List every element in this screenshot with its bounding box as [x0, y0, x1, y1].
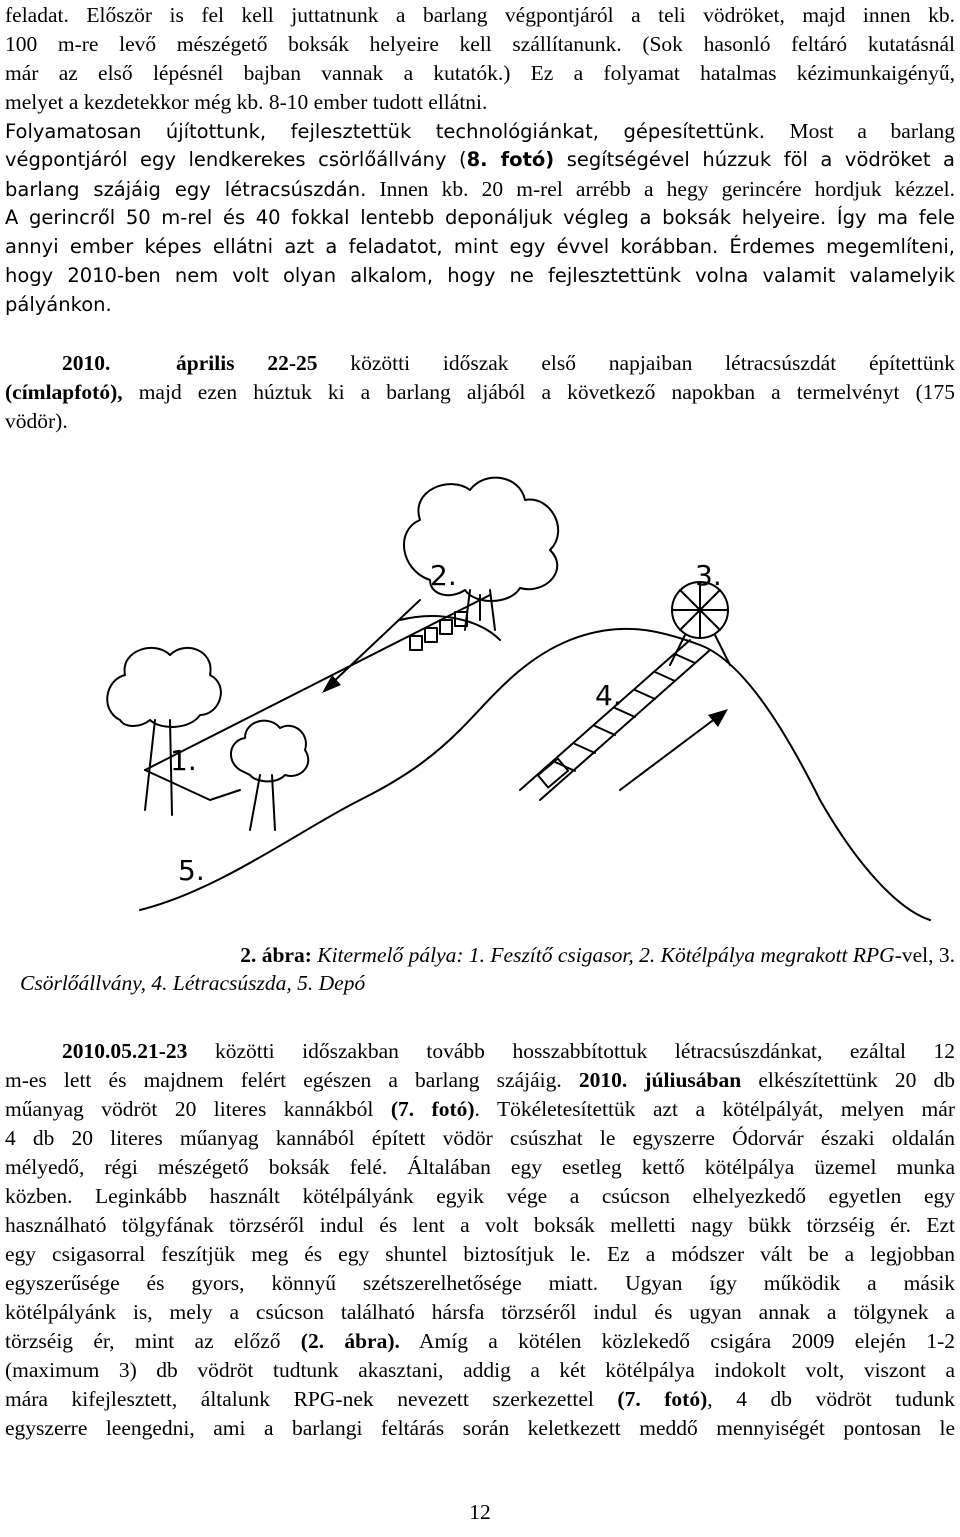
photo-ref: 8. fotó) [466, 148, 555, 171]
text-line: egy csigasorral feszítjük meg és egy shuntel biztosítjuk le. Ez a módszer vált be a legjobban [5, 1242, 955, 1266]
text-span: barlang szájáig egy létracsúszdán. [5, 178, 367, 201]
ropeway-cable [145, 595, 490, 770]
hillside [140, 629, 930, 920]
text-span: műanyag vödröt 20 literes kannákból [5, 1097, 391, 1121]
big-tree-trunk [465, 590, 495, 630]
text-line [5, 1326, 955, 1356]
bucket [425, 628, 437, 642]
text-span: mára kifejlesztett, általunk RPG-nek nevezett szerkezettel [5, 1387, 618, 1411]
chute-bucket [538, 759, 568, 788]
figure-caption-line2 [20, 969, 955, 997]
text-line: annyi ember képes ellátni azt a feladatot, mint egy évvel korábban. Érdemes megemlíteni, [5, 235, 955, 258]
text-line [5, 377, 955, 407]
text-line: mélyedő, régi mészégető boksák felé. Általában egy esetleg kettő kötélpálya üzemel munka [5, 1155, 955, 1179]
photo-ref: (7. fotó) [617, 1387, 708, 1411]
text-span: elkészítettünk 20 db [741, 1068, 956, 1092]
text-span: m-es lett és majdnem felért egészen a barlang szájáig. [5, 1068, 579, 1092]
ladder-chute [520, 640, 710, 800]
bucket [410, 636, 422, 650]
middle-tree-crown [231, 721, 308, 782]
text-line [62, 1036, 955, 1066]
ladder-rungs [555, 654, 695, 771]
text-line [5, 1094, 955, 1124]
label-3: 3. [695, 559, 722, 592]
text-span: . Tökéletesítettük azt a kötélpályát, melyen már [474, 1097, 955, 1121]
text-line [5, 1384, 955, 1414]
bucket [440, 620, 452, 634]
text-line: kötélpályánk is, mely a csúcson található hársfa törzséről indul és ugyan annak a tölgynek a [5, 1300, 955, 1324]
date-bold: április 22-25 [176, 351, 318, 375]
text-span: segítségével húzzuk föl a vödröket a [554, 148, 955, 171]
text-line [62, 348, 955, 378]
date-bold: 2010.05.21-23 [62, 1039, 188, 1063]
arrow-up-chute [620, 715, 720, 790]
text-line [5, 145, 955, 175]
text-line: 100 m-re levő mészégető boksák helyeire kell szállítanunk. (Sok hasonló feltáró kutatásnál [5, 32, 955, 56]
text-line [5, 1065, 955, 1095]
text-span: Amíg a kötélen közlekedő csigára 2009 elején 1-2 [399, 1329, 956, 1353]
arrow-down-ropeway [330, 600, 420, 685]
caption-text: -vel, 3. [894, 943, 955, 967]
text-line [5, 174, 955, 205]
date-bold: 2010. [62, 351, 111, 375]
photo-ref: (címlapfotó), [5, 380, 123, 404]
figure-caption [5, 941, 955, 969]
caption-italic: Csörlőállvány, 4. Létracsúszda, 5. Depó [20, 971, 366, 995]
text-line: vödör). [5, 409, 68, 433]
photo-ref: (7. fotó) [390, 1097, 475, 1121]
middle-tree-trunk [250, 775, 275, 830]
text-line: melyet a kezdetekkor még kb. 8-10 ember tudott ellátni. [5, 90, 488, 114]
text-line [5, 116, 955, 147]
text-span: közötti időszakban tovább hosszabbítottuk létracsúszdánkat, ezáltal 12 [187, 1039, 955, 1063]
text-line: már az első lépésnél bajban vannak a kutatók.) Ez a folyamat hatalmas kézimunkaigényű, [5, 61, 955, 85]
left-tree-crown [107, 648, 221, 727]
label-5: 5. [178, 854, 205, 887]
text-line: használható tölgyfának törzséről indul és lent a volt boksák melletti nagy bükk törzséig ér. Ezt [5, 1213, 955, 1237]
label-1: 1. [170, 744, 197, 777]
text-span: Most a barlang [789, 119, 956, 143]
text-span: törzséig ér, mint az előző [5, 1329, 301, 1353]
date-bold: 2010. júliusában [578, 1068, 742, 1092]
text-line: hogy 2010-ben nem volt olyan alkalom, hogy ne fejlesztettünk volna valamit valamelyik [5, 264, 955, 287]
page-number: 12 [469, 1500, 491, 1524]
text-line: 4 db 20 literes műanyag kannából épített vödör csúszhat le egyszerre Ódorvár északi oldalán [5, 1126, 955, 1150]
text-span: Folyamatosan újítottunk, fejlesztettük technológiánkat, gépesítettünk. [5, 120, 765, 143]
text-line: közben. Leginkább használt kötélpályánk egyik vége a csúcson elhelyezkedő egyetlen egy [5, 1184, 955, 1208]
text-line: egyszerre leengedni, ami a barlangi feltárás során keletkezett meddő mennyiségét pontosan le [5, 1416, 955, 1440]
big-tree-crown [404, 478, 558, 601]
label-2: 2. [430, 559, 457, 592]
label-4: 4. [595, 679, 622, 712]
caption-italic: Kitermelő pálya: 1. Feszítő csigasor, 2. Kötélpálya megrakott RPG [311, 943, 895, 967]
text-span: majd ezen húztuk ki a barlang aljából a következő napokban a termelvényt (175 [122, 380, 955, 404]
caption-label: 2. ábra: [240, 943, 312, 967]
text-line: (maximum 3) db vödröt tudtunk akasztani, addig a két kötélpálya indokolt volt, viszont a [5, 1358, 955, 1382]
text-span: közötti időszak első napjaiban létracsúszdát építettünk [317, 351, 955, 375]
figure-ref: (2. ábra). [300, 1329, 400, 1353]
text-span: végpontjáról egy lendkerekes csörlőállvány ( [5, 148, 467, 171]
text-span: , 4 db vödröt tudunk [707, 1387, 956, 1411]
extraction-track-diagram [100, 470, 940, 930]
text-line: egyszerűsége és gyors, könnyű szétszerelhetősége miatt. Ugyan így működik a másik [5, 1271, 955, 1295]
text-line: A gerincről 50 m-rel és 40 fokkal lentebb deponáljuk végleg a boksák helyeire. Így ma fele [5, 206, 955, 229]
text-span: Innen kb. 20 m-rel arrébb a hegy gerincére hordjuk kézzel. [366, 177, 956, 201]
text-line: pályánkon. [5, 293, 112, 316]
text-line: feladat. Először is fel kell juttatnunk a barlang végpontjáról a teli vödröket, majd innen kb. [5, 3, 955, 27]
